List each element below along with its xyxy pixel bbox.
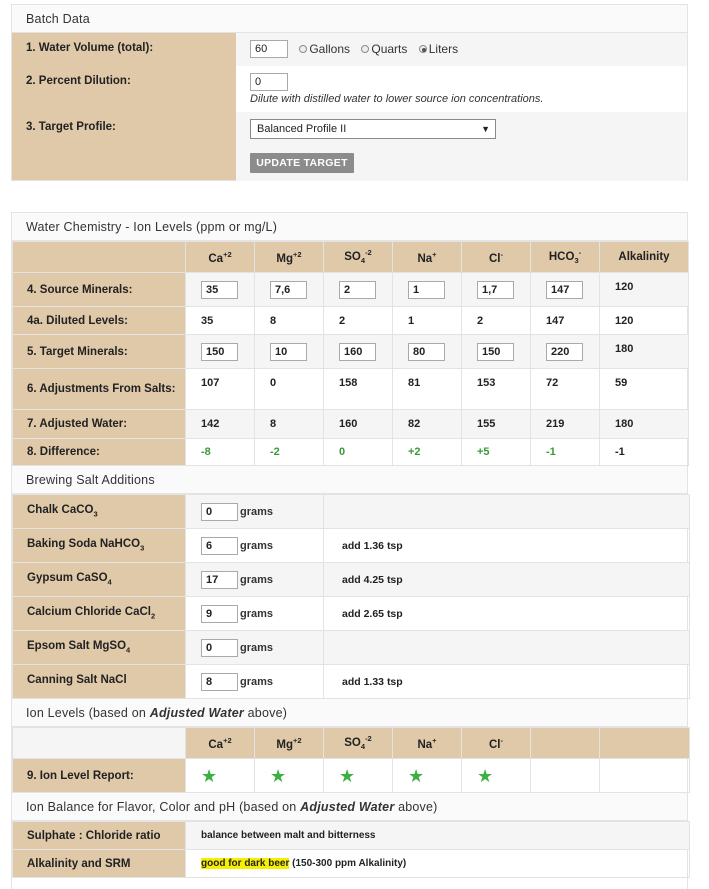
diluted-mg: 8 — [255, 307, 324, 335]
report-header-na: Na+ — [393, 728, 462, 759]
diff-mg: -2 — [255, 439, 324, 466]
salt-gypsum-label: Gypsum CaSO$_4$ — [13, 563, 186, 597]
dilution-label: 2. Percent Dilution: — [26, 75, 131, 87]
diluted-so4: 2 — [324, 307, 393, 335]
star-icon: ★ — [270, 765, 287, 786]
brewing-salts-table — [12, 494, 690, 699]
unit-liters-label: Liters — [428, 42, 459, 56]
report-header-ca: $Ca^{+2}$ — [186, 728, 255, 759]
adjust-cl: 153 — [462, 369, 531, 410]
ion-header-cl: Cl- — [462, 242, 531, 273]
chevron-down-icon: ▼ — [481, 124, 490, 134]
salt-calcium-chloride-label: Calcium Chloride CaCl$_2$ — [13, 597, 186, 631]
salt-epsom-label: Epsom Salt MgSO$_4$ — [13, 631, 186, 665]
report-empty-1 — [531, 759, 600, 793]
adjust-ca: 107 — [186, 369, 255, 410]
report-header-mg: $Mg^{+2}$ — [255, 728, 324, 759]
adjusted-alkalinity: 180 — [600, 410, 689, 439]
adjust-mg: 0 — [255, 369, 324, 410]
salt-row-gypsum — [13, 563, 690, 597]
adjusted-hco3: 219 — [531, 410, 600, 439]
ion-balance-title: Ion Balance for Flavor, Color and pH (based on Adjusted Water above) — [12, 793, 687, 821]
target-minerals-row — [13, 335, 689, 369]
ratio-row — [13, 822, 690, 850]
adjusted-mg: 8 — [255, 410, 324, 439]
salt-calcium-chloride-note: add 2.65 tsp — [324, 597, 690, 631]
ion-header-mg: $Mg^{+2}$ — [255, 242, 324, 273]
diluted-ca: 35 — [186, 307, 255, 335]
volume-label: 1. Water Volume (total): — [26, 42, 154, 54]
target-minerals-label: 5. Target Minerals: — [13, 335, 186, 369]
volume-controls — [250, 40, 458, 58]
adjusted-cl: 155 — [462, 410, 531, 439]
srm-highlight: good for dark beer — [201, 858, 290, 869]
target-so4-input[interactable]: 160 — [339, 343, 376, 361]
star-icon: ★ — [339, 765, 356, 786]
ion-header-hco3: $HCO_3^-$ — [531, 242, 600, 273]
adjustments-label: 6. Adjustments From Salts: — [13, 369, 186, 410]
adjust-alkalinity: 59 — [600, 369, 689, 410]
ion-balance-table — [12, 821, 690, 878]
source-minerals-row — [13, 273, 689, 307]
ion-header-so4: $SO_4^{-2}$ — [324, 242, 393, 273]
report-header-blank — [13, 728, 186, 759]
water-chemistry-panel — [11, 212, 688, 889]
salt-canning-input[interactable]: 8 — [201, 673, 238, 691]
batch-data-title: Batch Data — [12, 5, 687, 33]
target-profile-value: Balanced Profile II — [257, 123, 347, 135]
salt-epsom-unit: grams — [240, 641, 274, 654]
salt-canning-label: Canning Salt NaCl — [13, 665, 186, 699]
salt-gypsum-input[interactable]: 17 — [201, 571, 238, 589]
difference-label: 8. Difference: — [13, 439, 186, 466]
diluted-cl: 2 — [462, 307, 531, 335]
brewing-salts-title: Brewing Salt Additions — [12, 466, 687, 494]
salt-epsom-input[interactable]: 0 — [201, 639, 238, 657]
adjust-na: 81 — [393, 369, 462, 410]
target-label: 3. Target Profile: — [26, 121, 116, 133]
diluted-na: 1 — [393, 307, 462, 335]
salt-canning-unit: grams — [240, 675, 274, 688]
adjustments-row — [13, 369, 689, 410]
diluted-hco3: 147 — [531, 307, 600, 335]
source-mg-input[interactable]: 7,6 — [270, 281, 307, 299]
diff-alkalinity: -1 — [600, 439, 689, 466]
unit-quarts-label: Quarts — [371, 42, 408, 56]
diff-cl: +5 — [462, 439, 531, 466]
diluted-alkalinity: 120 — [600, 307, 689, 335]
srm-row — [13, 850, 690, 878]
srm-label: Alkalinity and SRM — [13, 850, 186, 878]
ion-levels-title: Ion Levels (based on Adjusted Water above) — [12, 699, 687, 727]
target-alkalinity: 180 — [600, 335, 689, 369]
target-profile-select[interactable] — [250, 119, 496, 139]
water-chemistry-title: Water Chemistry - Ion Levels (ppm or mg/L) — [12, 213, 687, 241]
adjusted-water-label: 7. Adjusted Water: — [13, 410, 186, 439]
unit-liters-radio[interactable] — [419, 45, 427, 53]
difference-row — [13, 439, 689, 466]
report-header-blank-2 — [531, 728, 600, 759]
ion-header-row — [13, 242, 689, 273]
source-minerals-label: 4. Source Minerals: — [13, 273, 186, 307]
salt-canning-note: add 1.33 tsp — [324, 665, 690, 699]
salt-baking-soda-note: add 1.36 tsp — [324, 529, 690, 563]
salt-chalk-unit: grams — [240, 505, 274, 518]
ion-report-label: 9. Ion Level Report: — [13, 759, 186, 793]
target-hco3-input[interactable]: 220 — [546, 343, 583, 361]
salt-baking-soda-unit: grams — [240, 539, 274, 552]
report-header-row — [13, 728, 690, 759]
salt-row-baking-soda — [13, 529, 690, 563]
report-empty-2 — [600, 759, 690, 793]
ion-levels-table — [12, 241, 689, 466]
target-ca-input[interactable]: 150 — [201, 343, 238, 361]
diluted-levels-label: 4a. Diluted Levels: — [13, 307, 186, 335]
dilution-input[interactable]: 0 — [250, 73, 288, 91]
ion-header-blank — [13, 242, 186, 273]
target-mg-input[interactable]: 10 — [270, 343, 307, 361]
salt-row-epsom — [13, 631, 690, 665]
salt-baking-soda-label: Baking Soda NaHCO$_3$ — [13, 529, 186, 563]
star-icon: ★ — [201, 765, 218, 786]
salt-chalk-input[interactable]: 0 — [201, 503, 238, 521]
salt-calcium-chloride-input[interactable]: 9 — [201, 605, 238, 623]
ion-header-ca: $Ca^{+2}$ — [186, 242, 255, 273]
diluted-levels-row — [13, 307, 689, 335]
salt-row-calcium-chloride — [13, 597, 690, 631]
star-icon: ★ — [408, 765, 425, 786]
diff-na: +2 — [393, 439, 462, 466]
diff-so4: 0 — [324, 439, 393, 466]
source-alkalinity: 120 — [600, 273, 689, 307]
diff-hco3: -1 — [531, 439, 600, 466]
batch-label-column — [12, 33, 236, 180]
salt-chalk-note — [324, 495, 690, 529]
update-target-button[interactable]: UPDATE TARGET — [250, 153, 354, 173]
srm-value: good for dark beer (150-300 ppm Alkalinity) — [186, 850, 690, 878]
salt-baking-soda-input[interactable]: 6 — [201, 537, 238, 555]
adjusted-ca: 142 — [186, 410, 255, 439]
unit-gallons-radio[interactable] — [299, 45, 307, 53]
diff-ca: -8 — [186, 439, 255, 466]
adjusted-so4: 160 — [324, 410, 393, 439]
adjusted-water-row — [13, 410, 689, 439]
star-icon: ★ — [477, 765, 494, 786]
adjusted-na: 82 — [393, 410, 462, 439]
salt-row-canning — [13, 665, 690, 699]
ion-header-na: Na+ — [393, 242, 462, 273]
salt-gypsum-unit: grams — [240, 573, 274, 586]
salt-gypsum-note: add 4.25 tsp — [324, 563, 690, 597]
unit-gallons-label: Gallons — [309, 42, 351, 56]
batch-data-panel — [11, 4, 688, 181]
salt-chalk-label: Chalk CaCO$_3$ — [13, 495, 186, 529]
report-header-cl: Cl- — [462, 728, 531, 759]
volume-input[interactable]: 60 — [250, 40, 288, 58]
ratio-value: balance between malt and bitterness — [186, 822, 690, 850]
ion-header-alkalinity: Alkalinity — [600, 242, 689, 273]
ratio-label: Sulphate : Chloride ratio — [13, 822, 186, 850]
source-ca-input[interactable]: 35 — [201, 281, 238, 299]
adjust-so4: 158 — [324, 369, 393, 410]
dilution-note: Dilute with distilled water to lower source ion concentrations. — [250, 93, 544, 105]
ion-report-row — [13, 759, 690, 793]
report-header-so4: $SO_4^{-2}$ — [324, 728, 393, 759]
ion-report-table — [12, 727, 690, 793]
source-so4-input[interactable]: 2 — [339, 281, 376, 299]
target-cl-input[interactable]: 150 — [477, 343, 514, 361]
source-na-input[interactable]: 1 — [408, 281, 445, 299]
source-cl-input[interactable]: 1,7 — [477, 281, 514, 299]
salt-row-chalk — [13, 495, 690, 529]
salt-calcium-chloride-unit: grams — [240, 607, 274, 620]
unit-quarts-radio[interactable] — [361, 45, 369, 53]
salt-epsom-note — [324, 631, 690, 665]
source-hco3-input[interactable]: 147 — [546, 281, 583, 299]
report-header-blank-3 — [600, 728, 690, 759]
target-na-input[interactable]: 80 — [408, 343, 445, 361]
adjust-hco3: 72 — [531, 369, 600, 410]
